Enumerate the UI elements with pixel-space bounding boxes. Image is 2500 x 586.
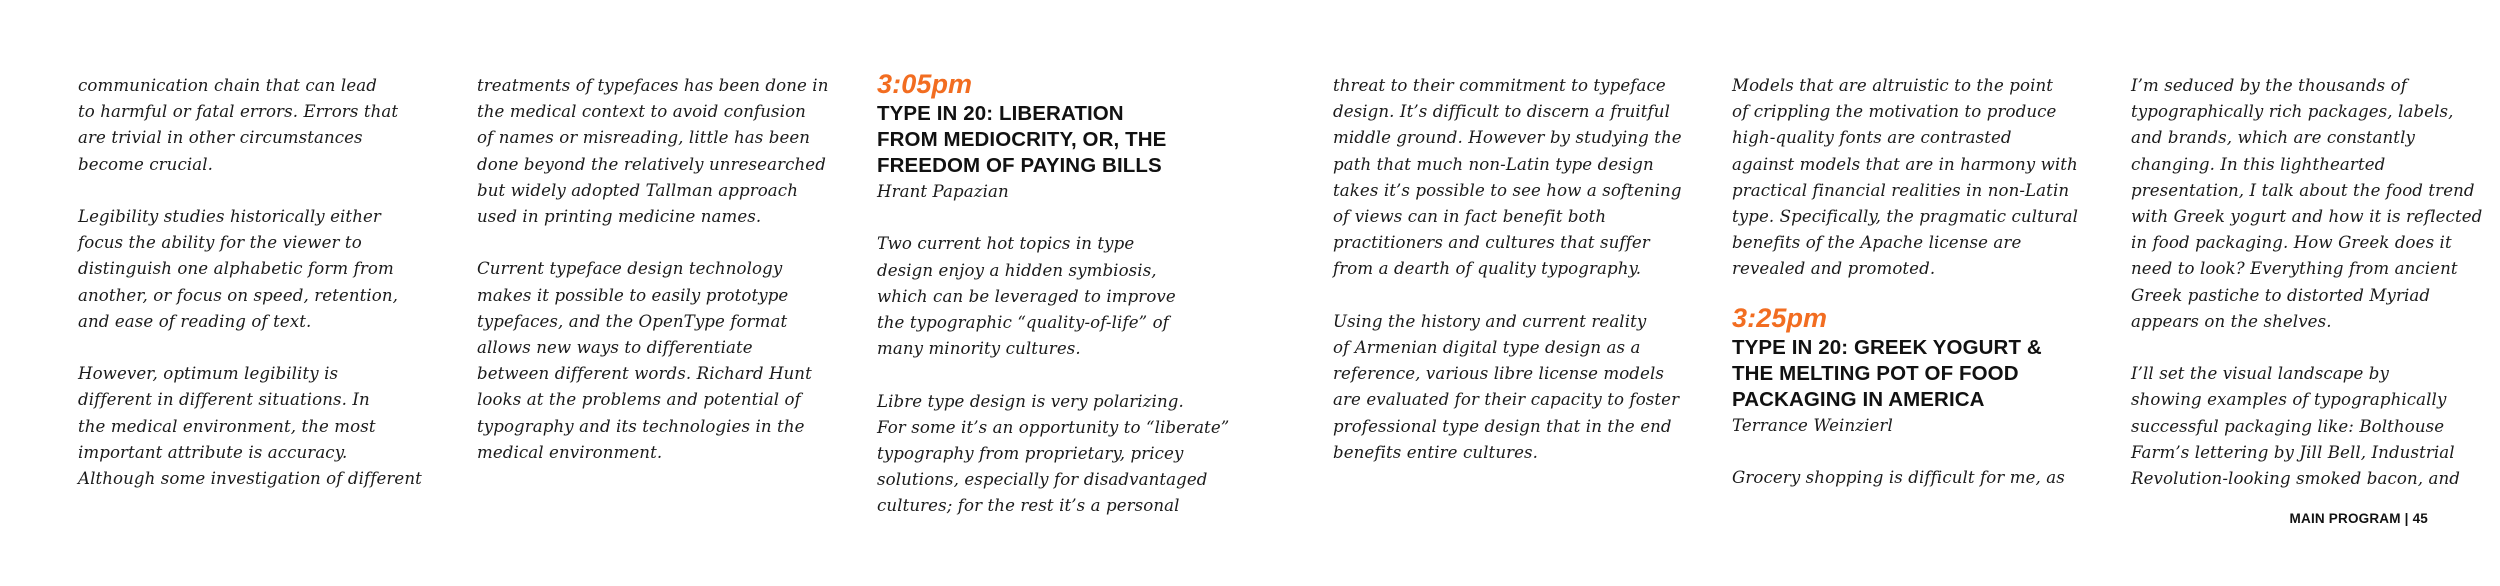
paragraph: Using the history and current reality of Armenian digital type design as a reference, various libre license models are evaluated for their capacity to foster professional type design that in the end benefits entire cultures. [1333, 311, 1680, 462]
paragraph: Current typeface design technology makes it possible to easily prototype typefaces, and the OpenType format allows new ways to differentiate between different words. Richard Hunt looks at the problems and potential of typography and its technologies in the medical environment. [477, 259, 812, 462]
paragraph: However, optimum legibility is different in different situations. In the medical environment, the most important attribute is accuracy. Although some investigation of different [78, 364, 422, 489]
column-4 [1333, 73, 1682, 466]
session-time: 3:25pm [1732, 302, 1828, 333]
paragraph: Two current hot topics in type design enjoy a hidden symbiosis, which can be leveraged to improve the typographic “quality-of-life” of many minority cultures. [877, 234, 1176, 359]
speaker-name: Hrant Papazian [877, 182, 1009, 201]
paragraph: threat to their commitment to typeface design. It’s difficult to discern a fruitful middle ground. However by studying the path that much non-Latin type design takes it’s possible to see how a softening of views can in fact benefit both practitioners and cultures that suffer from a dearth of quality typography. [1333, 76, 1682, 279]
paragraph: Models that are altruistic to the point of crippling the motivation to produce high-quality fonts are contrasted against models that are in harmony with practical financial realities in non-Latin type. Specifically, the pragmatic cultural benefits of the Apache license are revealed and promoted. [1732, 76, 2079, 279]
session-time: 3:05pm [877, 69, 973, 99]
paragraph: Grocery shopping is difficult for me, as [1732, 468, 2065, 488]
column-2 [477, 73, 829, 466]
paragraph: Libre type design is very polarizing. For some it’s an opportunity to “liberate” typography from proprietary, pricey solutions, especially for disadvantaged cultures; for the rest it’s a personal [877, 391, 1230, 516]
column-6 [2131, 73, 2482, 492]
session-title: TYPE IN 20: GREEK YOGURT & THE MELTING POT OF FOOD PACKAGING IN AMERICA [1732, 335, 2042, 411]
paragraph: Legibility studies historically either focus the ability for the viewer to distinguish one alphabetic form from another, or focus on speed, retention, and ease of reading of text. [78, 207, 399, 331]
paragraph: communication chain that can lead to harmful or fatal errors. Errors that are trivial in other circumstances become crucial. [78, 76, 399, 174]
page-footer: MAIN PROGRAM | 45 [2289, 511, 2428, 526]
column-5 [1732, 73, 2078, 491]
paragraph: treatments of typefaces has been done in the medical context to avoid confusion of names or misreading, little has been done beyond the relatively unresearched but widely adopted Tallman approach used in printing medicine names. [477, 76, 829, 227]
session-title: TYPE IN 20: LIBERATION FROM MEDIOCRITY, OR, THE FREEDOM OF PAYING BILLS [877, 102, 1167, 177]
paragraph: I’m seduced by the thousands of typographically rich packages, labels, and brands, which are constantly changing. In this lighthearted presentation, I talk about the food trend with Greek yogurt and how it is reflected in food packaging. How Greek does it need to look? Everything from ancient Greek pastiche to distorted Myriad appears on the shelves. [2131, 76, 2483, 331]
column-3 [877, 69, 1230, 520]
column-1 [78, 73, 422, 492]
speaker-name: Terrance Weinzierl [1732, 415, 1893, 435]
paragraph: I’ll set the visual landscape by showing examples of typographically successful packaging like: Bolthouse Farm’s lettering by Jill Bell, Industrial Revolution-looking smoked bacon, and [2131, 364, 2461, 489]
